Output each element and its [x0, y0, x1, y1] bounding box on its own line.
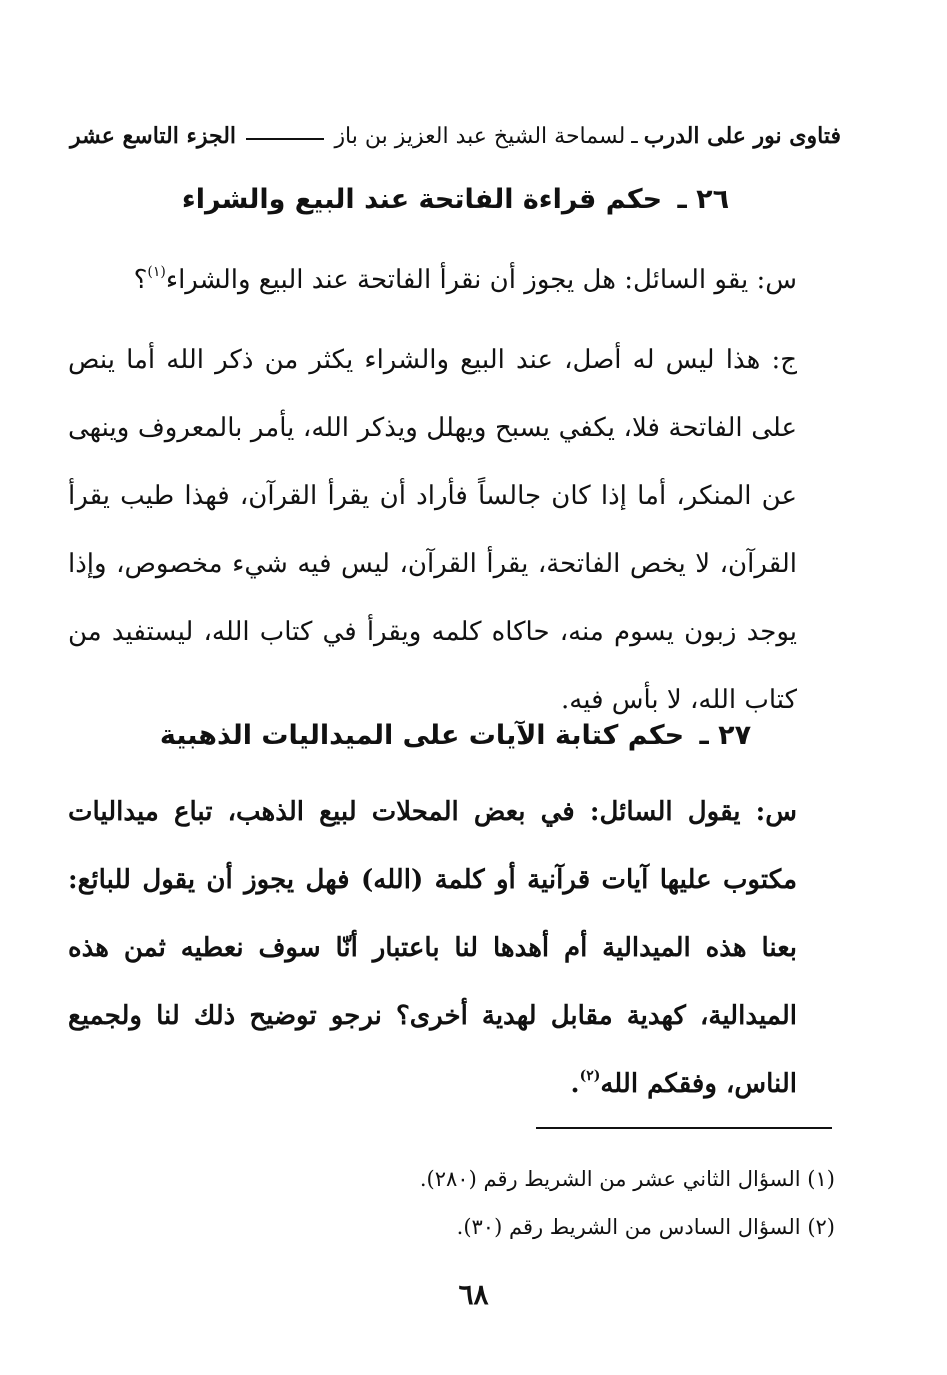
section-title: حكم كتابة الآيات على الميداليات الذهبية: [159, 720, 685, 751]
footnote-1: (١) السؤال الثاني عشر من الشريط رقم (٢٨٠).: [419, 1167, 835, 1191]
footnote-2: (٢) السؤال السادس من الشريط رقم (٣٠).: [456, 1215, 835, 1239]
section-number: ٢٦ ـ: [677, 184, 730, 215]
answer-paragraph-26: [68, 326, 841, 734]
footnote-ref-1: (١): [147, 264, 166, 280]
page-number: ٦٨: [458, 1278, 489, 1311]
part-label: الجزء التاسع عشر: [70, 123, 237, 149]
header-rule: [246, 138, 324, 140]
answer-text: هذا ليس له أصل، عند البيع والشراء يكثر من ذكر الله أما ينص على الفاتحة فلا، يكفي يسبح ويهلل ويذكر الله، يأمر بالمعروف وينهى عن المنكر، أما إذا كان جالساً فأراد أن يقرأ القرآن، فهذا طيب يقرأ القرآن، لا يخص الفاتحة، يقرأ القرآن، ليس فيه شيء مخصوص، وإذا يوجد زبون يسوم منه، حاكاه كلمه ويقرأ في كتاب الله، ليستفيد من كتاب الله، لا بأس فيه.: [68, 345, 797, 715]
header-separator: ـ: [631, 123, 638, 149]
answer-label: ج:: [771, 345, 798, 375]
question-end: .: [570, 1069, 580, 1099]
question-text: يقول السائل: في بعض المحلات لبيع الذهب، تباع ميداليات مكتوب عليها آيات قرآنية أو كلمة (الله) فهل يجوز أن يقول للبائع: بعنا هذه الميدالية أم أهدها لنا باعتبار أنّا سوف نعطيه ثمن هذه الميدالية، كهدية مقابل لهدية أخرى؟ نرجو توضيح ذلك لنا ولجميع الناس، وفقكم الله: [68, 797, 797, 1099]
question-label: س:: [756, 265, 797, 295]
question-paragraph-26: [68, 246, 841, 314]
section-title: حكم قراءة الفاتحة عند البيع والشراء: [181, 184, 663, 215]
question-text: يقو السائل: هل يجوز أن نقرأ الفاتحة عند البيع والشراء: [165, 265, 749, 295]
author-credit: لسماحة الشيخ عبد العزيز بن باز: [334, 123, 626, 149]
question-end: ؟: [133, 265, 148, 295]
section-heading-26: [70, 184, 841, 215]
section-number: ٢٧ ـ: [699, 720, 752, 751]
book-title: فتاوى نور على الدرب: [643, 123, 841, 149]
running-header: [70, 116, 841, 156]
section-heading-27: [70, 720, 841, 751]
question-label: س:: [755, 797, 797, 827]
question-paragraph-27: [68, 778, 841, 1118]
footnote-ref-2: (٢): [579, 1068, 601, 1084]
footnote-rule: [536, 1127, 832, 1129]
